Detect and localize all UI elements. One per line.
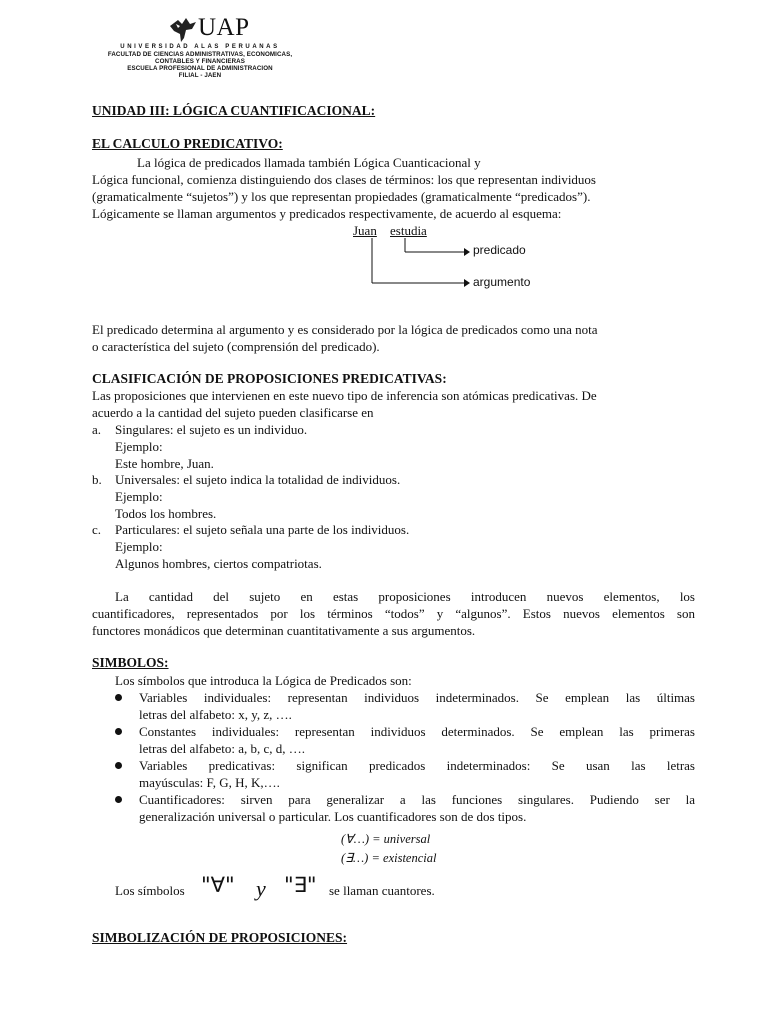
paragraph-line: Lógica funcional, comienza distinguiendo dos clases de términos: los que representan individuos [92, 172, 596, 187]
label-predicado: predicado [473, 243, 526, 257]
list-marker: c. [92, 522, 102, 537]
paragraph-line: o característica del sujeto (comprensión del predicado). [92, 339, 380, 354]
cuantores-suffix: se llaman cuantores. [329, 883, 435, 898]
cuantores-prefix: Los símbolos [115, 883, 185, 898]
page-title: UNIDAD III: LÓGICA CUANTIFICACIONAL: [92, 103, 376, 118]
list-marker: a. [92, 422, 102, 437]
bullet-line: Variables individuales: representan individuos indeterminados. Se emplean las últimas [139, 690, 695, 705]
diagram-subject: Juan [353, 223, 377, 238]
paragraph-line: Las proposiciones que intervienen en este nuevo tipo de inferencia son atómicas predicativas. De [92, 388, 597, 403]
bullet-line: mayúsculas: F, G, H, K,…. [139, 775, 280, 790]
eagle-icon [168, 16, 198, 44]
example-text: Algunos hombres, ciertos compatriotas. [115, 556, 322, 571]
list-item: Particulares: el sujeto señala una parte de los individuos. [115, 522, 410, 537]
section-heading-calculo: EL CALCULO PREDICATIVO: [92, 136, 283, 151]
paragraph-line: cuantificadores, representados por los términos “todos” y “algunos”. Estos nuevos elementos son [92, 606, 695, 621]
example-label: Ejemplo: [115, 489, 163, 504]
formula-universal: (∀…) = universal [341, 832, 431, 846]
section-heading-clasificacion: CLASIFICACIÓN DE PROPOSICIONES PREDICATIVAS: [92, 371, 447, 386]
paragraph-line: Los símbolos que introduca la Lógica de Predicados son: [115, 673, 412, 688]
list-item: Universales: el sujeto indica la totalidad de individuos. [115, 472, 401, 487]
bullet-icon [114, 792, 124, 802]
formula-existencial: (∃…) = existencial [341, 851, 437, 865]
predicate-diagram-arrows [360, 236, 470, 292]
example-label: Ejemplo: [115, 539, 163, 554]
universal-symbol: "∀" [201, 873, 235, 897]
faculty-line-1: FACULTAD DE CIENCIAS ADMINISTRATIVAS, ECONOMICAS, [107, 51, 293, 58]
bullet-line: generalización universal o particular. Los cuantificadores son de dos tipos. [139, 809, 527, 824]
bullet-line: letras del alfabeto: a, b, c, d, …. [139, 741, 306, 756]
example-text: Este hombre, Juan. [115, 456, 214, 471]
section-heading-simbolizacion: SIMBOLIZACIÓN DE PROPOSICIONES: [92, 930, 348, 945]
diagram-verb: estudia [390, 223, 427, 238]
branch-line: FILIAL - JAEN [178, 72, 222, 79]
paragraph-line: La cantidad del sujeto en estas proposiciones introducen nuevos elementos, los [115, 589, 695, 604]
paragraph-line: acuerdo a la cantidad del sujeto pueden clasificarse en [92, 405, 374, 420]
paragraph-line: El predicado determina al argumento y es considerado por la lógica de predicados como una nota [92, 322, 598, 337]
logo-text: UAP [198, 14, 250, 41]
school-line: ESCUELA PROFESIONAL DE ADMINISTRACION [127, 65, 273, 72]
paragraph-line: La lógica de predicados llamada también Lógica Cuanticacional y [137, 155, 481, 170]
label-argumento: argumento [473, 275, 531, 289]
bullet-icon [114, 724, 124, 734]
paragraph-line: (gramaticalmente “sujetos”) y los que representan propiedades (gramaticalmente “predicados”). [92, 189, 591, 204]
existential-symbol: "∃" [284, 873, 317, 897]
bullet-icon [114, 758, 124, 768]
list-item: Singulares: el sujeto es un individuo. [115, 422, 308, 437]
bullet-line: letras del alfabeto: x, y, z, …. [139, 707, 292, 722]
bullet-icon [114, 690, 124, 700]
paragraph-line: Lógicamente se llaman argumentos y predicados respectivamente, de acuerdo al esquema: [92, 206, 562, 221]
example-label: Ejemplo: [115, 439, 163, 454]
bullet-line: Constantes individuales: representan individuos determinados. Se emplean las primeras [139, 724, 695, 739]
university-name: UNIVERSIDAD ALAS PERUANAS [120, 44, 280, 50]
paragraph-line: functores monádicos que determinan cuantitativamente a sus argumentos. [92, 623, 476, 638]
list-marker: b. [92, 472, 102, 487]
example-text: Todos los hombres. [115, 506, 217, 521]
bullet-line: Cuantificadores: sirven para generalizar a las funciones singulares. Pudiendo ser la [139, 792, 695, 807]
bullet-line: Variables predicativas: significan predicados indeterminados: Se usan las letras [139, 758, 695, 773]
cuantores-conj: y [256, 876, 266, 901]
faculty-line-2: CONTABLES Y FINANCIERAS [155, 58, 245, 65]
section-heading-simbolos: SIMBOLOS: [92, 655, 169, 670]
